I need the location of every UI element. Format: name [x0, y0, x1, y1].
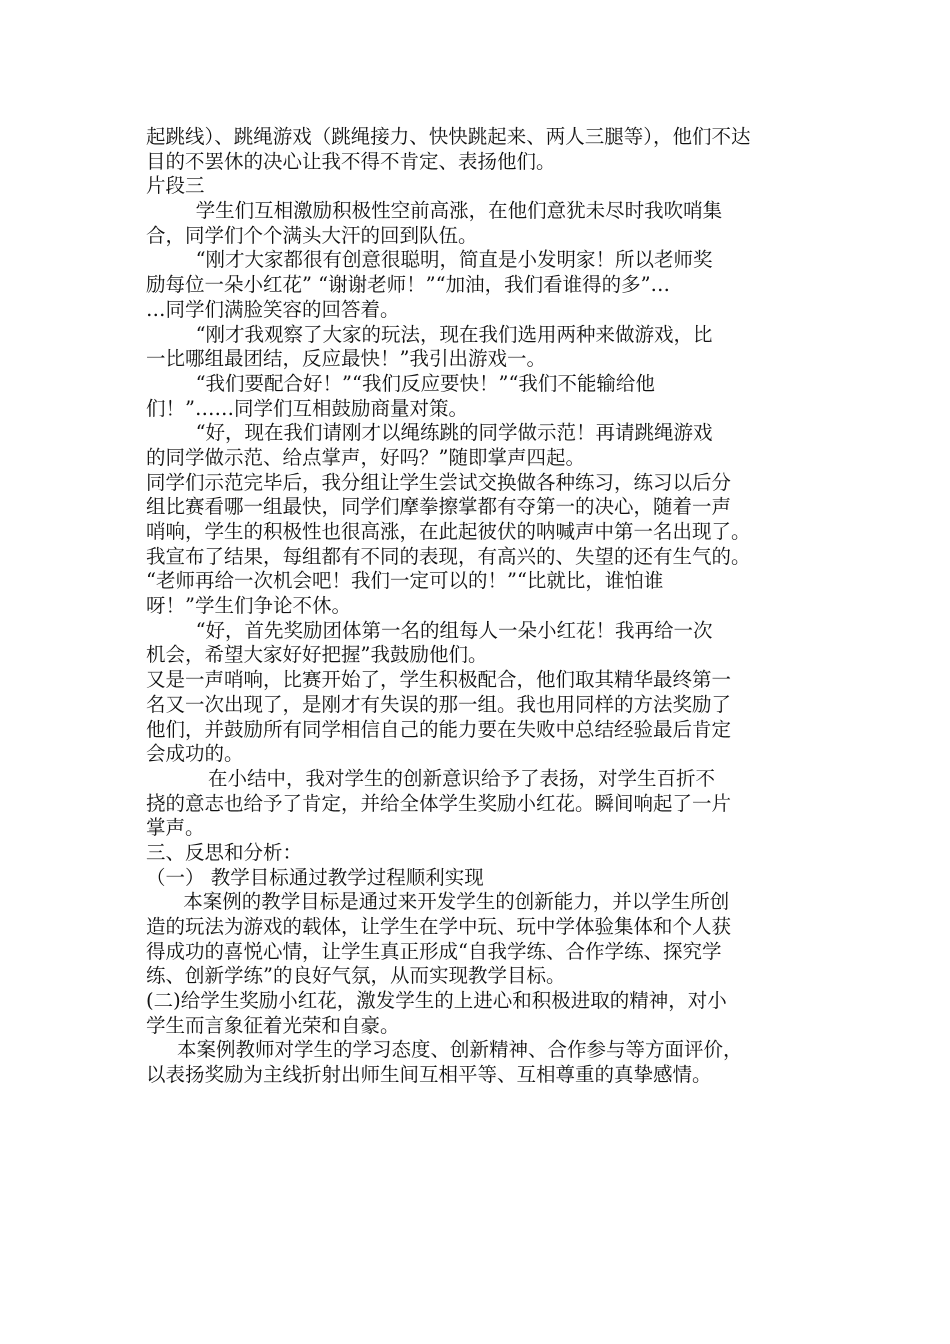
text-line: 练、创新学练”的良好气氛，从而实现教学目标。	[146, 964, 566, 988]
document-body	[146, 125, 816, 1088]
text-line: “刚才我观察了大家的玩法，现在我们选用两种来做游戏，比	[146, 322, 713, 346]
text-line: 本案例教师对学生的学习态度、创新精神、合作参与等方面评价，	[146, 1038, 743, 1062]
text-line: 造的玩法为游戏的载体，让学生在学中玩、玩中学体验集体和个人获	[146, 915, 732, 938]
text-line: 在小结中，我对学生的创新意识给予了表扬，对学生百折不	[146, 766, 715, 790]
text-line: 以表扬奖励为主线折射出师生间互相平等、互相尊重的真挚感情。	[146, 1063, 712, 1087]
text-line: 又是一声哨响，比赛开始了，学生积极配合，他们取其精华最终第一	[146, 668, 732, 692]
text-line: 得成功的喜悦心情，让学生真正形成“自我学练、合作学练、探究学	[146, 939, 722, 963]
text-line: 呀！”学生们争论不休。	[146, 594, 351, 618]
text-line: (二)给学生奖励小红花，激发学生的上进心和积极进取的精神，对小	[146, 989, 727, 1013]
text-line: 目的不罢休的决心让我不得不肯定、表扬他们。	[146, 149, 556, 173]
text-line: 挠的意志也给予了肯定，并给全体学生奖励小红花。瞬间响起了一片	[146, 791, 732, 815]
text-line: …同学们满脸笑容的回答着。	[146, 297, 400, 321]
text-line: 的同学做示范、给点掌声，好吗？”随即掌声四起。	[146, 445, 585, 469]
text-line: 起跳线）、跳绳游戏（跳绳接力、快快跳起来、两人三腿等），他们不达	[146, 125, 751, 148]
text-line: “好，首先奖励团体第一名的组每人一朵小红花！我再给一次	[146, 618, 713, 642]
text-line: “老师再给一次机会吧！我们一定可以的！”“比就比，谁怕谁	[146, 569, 664, 593]
text-line: 机会，希望大家好好把握”我鼓励他们。	[146, 643, 488, 667]
text-line: 哨响，学生的积极性也很高涨，在此起彼伏的呐喊声中第一名出现了。	[146, 520, 751, 543]
text-line: “我们要配合好！”“我们反应要快！”“我们不能输给他	[146, 371, 655, 395]
text-line: 会成功的。	[146, 742, 244, 766]
text-line: 名又一次出现了，是刚才有失误的那一组。我也用同样的方法奖励了	[146, 692, 732, 716]
text-line: 学生们互相激励积极性空前高涨，在他们意犹未尽时我吹哨集	[146, 199, 723, 223]
text-line: 一比哪组最团结，反应最快！”我引出游戏一。	[146, 347, 546, 371]
text-line: （一） 教学目标通过教学过程顺利实现	[146, 865, 484, 889]
text-line: 片段三	[146, 174, 205, 198]
text-line: 组比赛看哪一组最快，同学们摩拳擦掌都有夺第一的决心，随着一声	[146, 495, 732, 519]
text-line: 我宣布了结果，每组都有不同的表现，有高兴的、失望的还有生气的。	[146, 544, 751, 568]
text-line: 本案例的教学目标是通过来开发学生的创新能力，并以学生所创	[146, 890, 730, 914]
text-line: 合，同学们个个满头大汗的回到队伍。	[146, 223, 478, 247]
text-line: “好，现在我们请刚才以绳练跳的同学做示范！再请跳绳游戏	[146, 421, 713, 445]
text-line: “刚才大家都很有创意很聪明，简直是小发明家！所以老师奖	[146, 248, 713, 272]
text-line: 同学们示范完毕后，我分组让学生尝试交换做各种练习，练习以后分	[146, 470, 732, 494]
text-line: 他们，并鼓励所有同学相信自己的能力要在失败中总结经验最后肯定	[146, 717, 732, 741]
text-line: 三、反思和分析：	[146, 840, 303, 864]
text-line: 学生而言象征着光荣和自豪。	[146, 1013, 400, 1037]
text-line: 掌声。	[146, 816, 205, 840]
text-line: 们！”……同学们互相鼓励商量对策。	[146, 396, 468, 420]
text-line: 励每位一朵小红花” “谢谢老师！”“加油，我们看谁得的多”…	[146, 273, 671, 297]
